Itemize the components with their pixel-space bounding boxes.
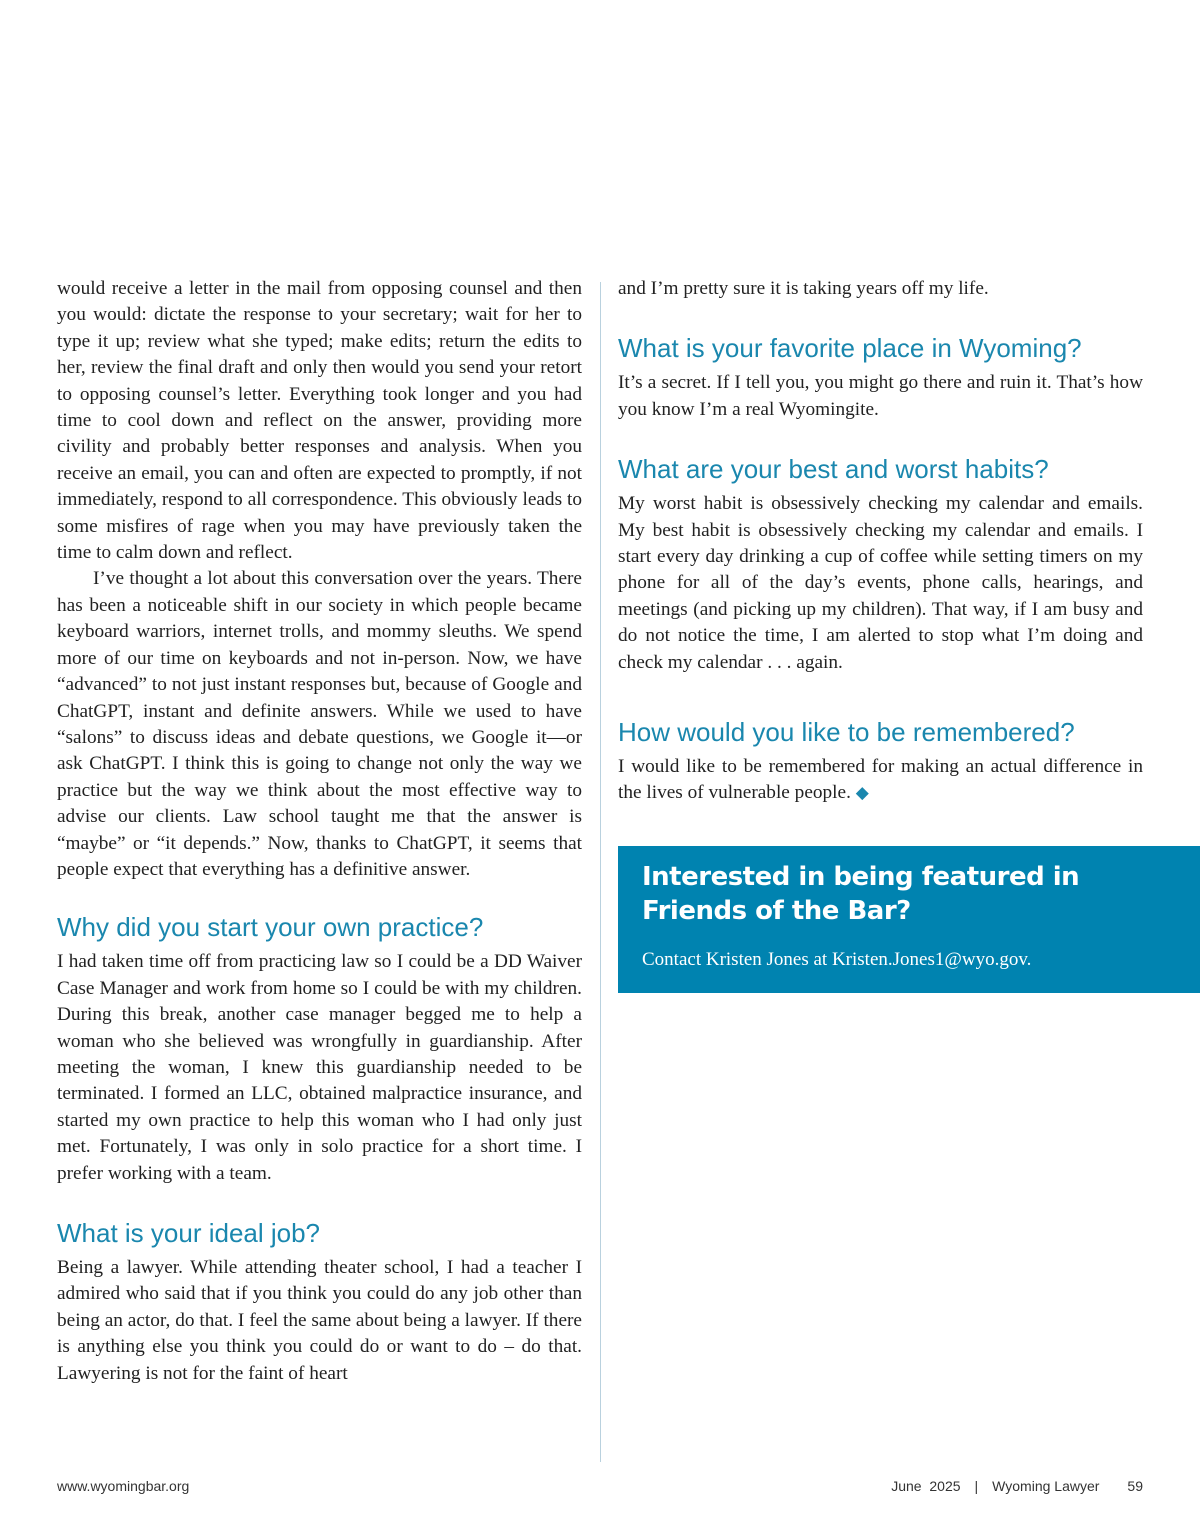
left-column [57, 276, 582, 1387]
body-paragraph: would receive a letter in the mail from opposing counsel and then you would: dictate the response to your secretary; wait for her to type it up; review what she typed; make edits; return the edits to her, review the final draft and only then would you send your retort to opposing counsel’s letter. Everything took longer and you had time to cool down and reflect on the answer, providing more civility and probably better responses and analysis. When you receive an email, you can and often are expected to promptly, if not immediately, respond to all correspondence. This obviously leads to some misfires of rage when you may have previously taken the time to calm down and reflect. [57, 278, 582, 564]
callout-title-line: Friends of the Bar? [642, 896, 911, 926]
answer-text: I would like to be remembered for making an actual difference in the lives of vulnerable people. [618, 756, 1143, 804]
featured-callout-box [618, 846, 1200, 993]
question-heading: What is your favorite place in Wyoming? [618, 333, 1082, 364]
footer-info [891, 1478, 1143, 1494]
answer-paragraph: It’s a secret. If I tell you, you might go there and ruin it. That’s how you know I’m a real Wyomingite. [618, 372, 1143, 420]
body-paragraph: I’ve thought a lot about this conversation over the years. There has been a noticeable shift in our society in which people became keyboard warriors, internet trolls, and mommy sleuths. We spend more of our time on keyboards and not in-person. Now, we have “advanced” to not just instant responses but, because of Google and ChatGPT, instant and definite answers. While we used to have “salons” to discuss ideas and debate questions, we Google it—or ask ChatGPT. I think this is going to change not only the way we practice but the way we think about the most effective way to advise our clients. Law school taught me that the answer is “maybe” or “it depends.” Now, thanks to ChatGPT, it seems that people expect that everything has a definitive answer. [57, 568, 582, 880]
callout-contact: Contact Kristen Jones at Kristen.Jones1@wyo.gov. [642, 949, 1032, 970]
page-number: 59 [1127, 1478, 1143, 1494]
end-mark-icon: ◆ [855, 783, 869, 803]
callout-title-line: Interested in being featured in [642, 862, 1080, 892]
body-paragraph: and I’m pretty sure it is taking years off my life. [618, 278, 989, 299]
right-column [618, 276, 1143, 807]
answer-paragraph: My worst habit is obsessively checking my calendar and emails. My best habit is obsessively checking my calendar and emails. I start every day drinking a cup of coffee while setting timers on my phone for all of the day’s events, phone calls, hearings, and meetings (and picking up my children). That way, if I am busy and do not notice the time, I am alerted to stop what I’m doing and check my calendar . . . again. [618, 493, 1143, 673]
column-divider [600, 282, 601, 1462]
footer-separator: | [974, 1478, 979, 1494]
callout-title [642, 860, 1176, 928]
footer-website: www.wyomingbar.org [57, 1478, 190, 1494]
answer-paragraph [618, 754, 1143, 807]
question-heading: What are your best and worst habits? [618, 454, 1049, 485]
question-heading: Why did you start your own practice? [57, 912, 484, 943]
answer-paragraph: I had taken time off from practicing law so I could be a DD Waiver Case Manager and work from home so I could be with my children. During this break, another case manager begged me to help a woman who she believed was wrongfully in guardianship. After meeting the woman, I knew this guardianship needed to be terminated. I formed an LLC, obtained malpractice insurance, and started my own practice to help this woman who I had only just met. Fortunately, I was only in solo practice for a short time. I prefer working with a team. [57, 951, 582, 1184]
question-heading: How would you like to be remembered? [618, 717, 1075, 748]
footer-publication: Wyoming Lawyer [992, 1478, 1100, 1494]
answer-paragraph: Being a lawyer. While attending theater school, I had a teacher I admired who said that if you think you could do any job other than being an actor, do that. I feel the same about being a lawyer. If there is anything else you think you could do or want to do – do that. Lawyering is not for the faint of heart [57, 1257, 582, 1384]
footer-date: June 2025 [891, 1478, 961, 1494]
question-heading: What is your ideal job? [57, 1218, 321, 1248]
